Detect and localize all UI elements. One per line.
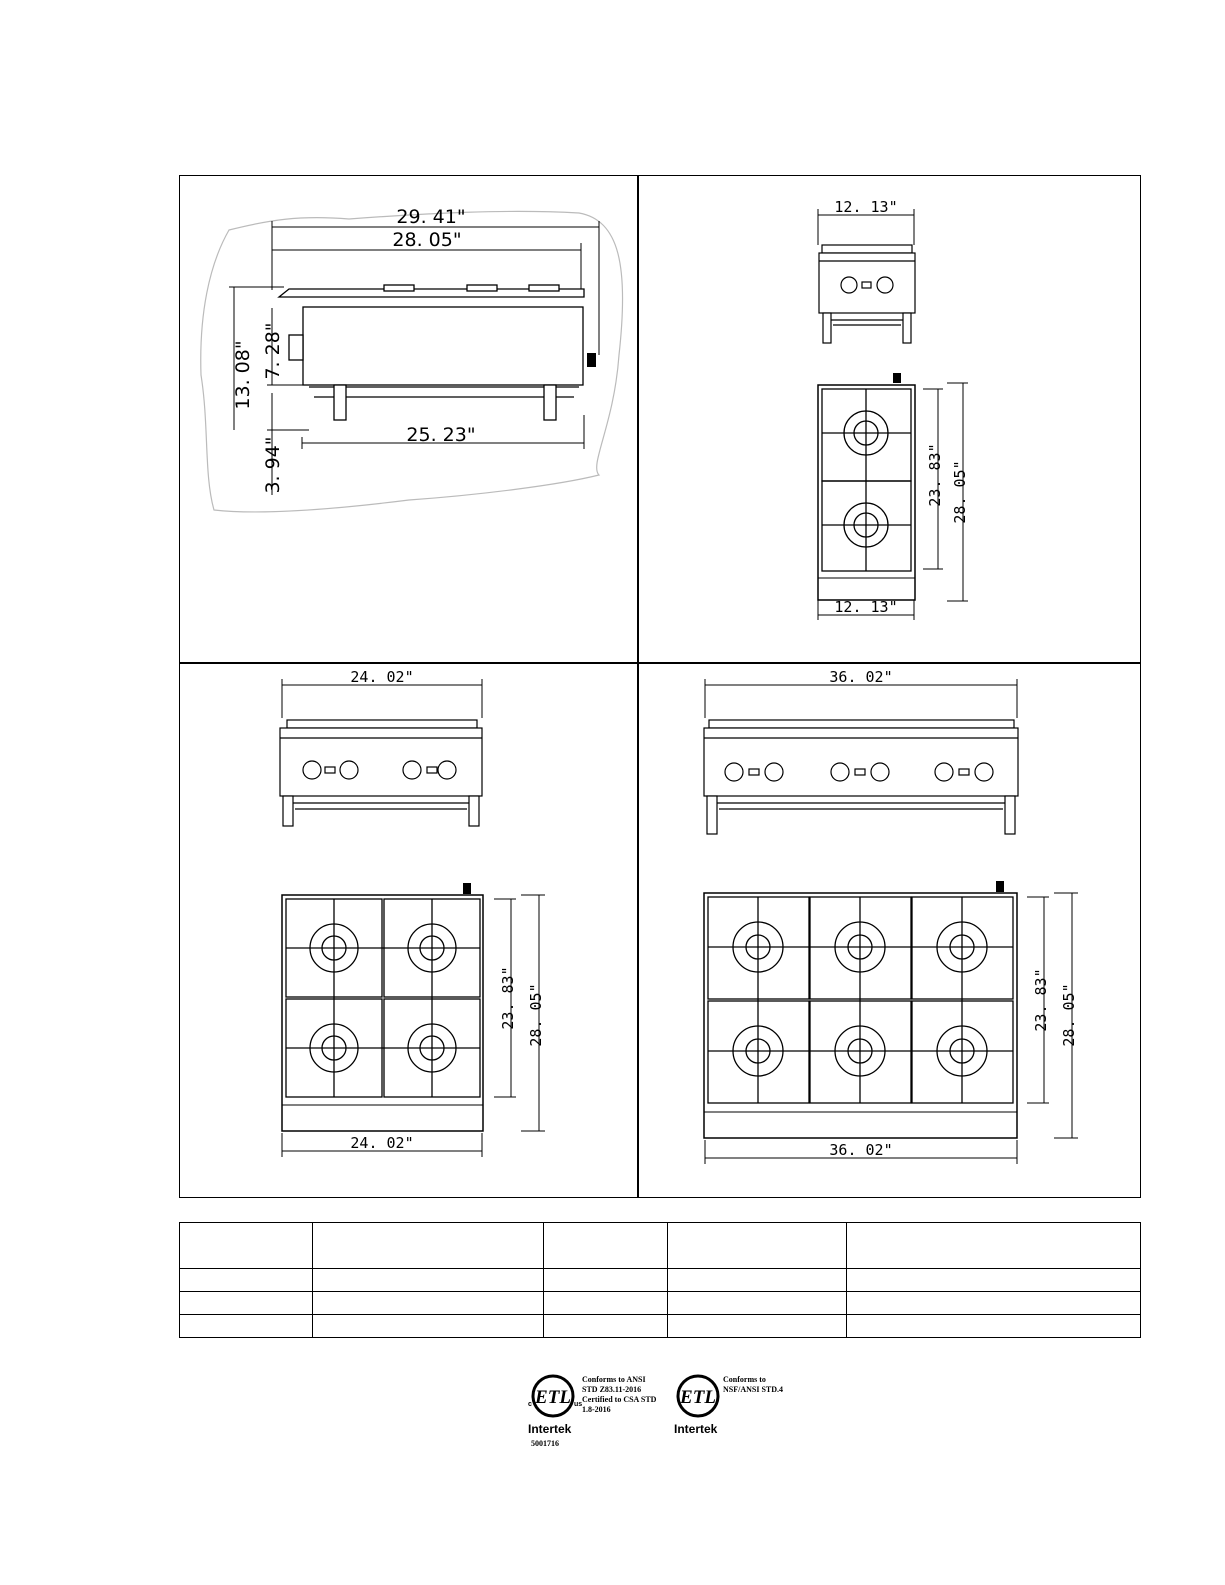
intertek-brand: Intertek — [674, 1422, 718, 1436]
table-cell — [668, 1292, 847, 1315]
four-burner-top-width: 24. 02" — [350, 1134, 414, 1152]
table-cell — [847, 1292, 1141, 1315]
panel-six-burner — [637, 663, 1141, 1198]
six-burner-front-view — [704, 720, 1018, 834]
intertek-brand: Intertek — [528, 1422, 572, 1436]
spec-table — [179, 1222, 1141, 1338]
table-header-cell — [668, 1223, 847, 1269]
table-cell — [668, 1315, 847, 1338]
dim-body-height: 7. 28" — [262, 322, 284, 380]
certification-right — [670, 1372, 840, 1472]
table-cell — [180, 1292, 313, 1315]
panel-side-view — [179, 175, 637, 662]
table-cell — [668, 1269, 847, 1292]
table-row — [180, 1315, 1141, 1338]
table-row — [180, 1269, 1141, 1292]
etl-c-mark: c — [528, 1401, 532, 1408]
table-cell — [180, 1315, 313, 1338]
four-burner-drawing — [179, 663, 637, 1198]
table-cell — [544, 1315, 668, 1338]
dim-top-length: 28. 05" — [392, 229, 462, 251]
two-burner-depth-overall: 28. 05" — [951, 460, 969, 524]
etl-listed-icon — [525, 1374, 585, 1424]
table-cell — [180, 1269, 313, 1292]
two-burner-drawing — [637, 175, 1141, 662]
two-burner-front-view — [819, 245, 915, 343]
two-burner-depth-inner: 23. 83" — [926, 443, 944, 507]
table-header-cell — [544, 1223, 668, 1269]
panel-two-burner — [637, 175, 1141, 662]
six-burner-depth-overall: 28. 05" — [1060, 983, 1078, 1047]
two-burner-top-view — [818, 373, 915, 600]
four-burner-depth-overall: 28. 05" — [527, 983, 545, 1047]
six-burner-top-view — [704, 881, 1017, 1138]
four-burner-front-view — [280, 720, 482, 826]
etl-listed-icon — [670, 1374, 730, 1424]
table-cell — [847, 1269, 1141, 1292]
two-burner-top-width: 12. 13" — [834, 598, 898, 616]
table-cell — [313, 1269, 544, 1292]
two-burner-front-width: 12. 13" — [834, 198, 898, 216]
table-header-cell — [847, 1223, 1141, 1269]
four-burner-front-width: 24. 02" — [350, 668, 414, 686]
table-cell — [544, 1269, 668, 1292]
six-burner-front-width: 36. 02" — [829, 668, 893, 686]
table-row — [180, 1292, 1141, 1315]
etl-mark-text: ETL — [680, 1387, 716, 1408]
table-header-cell — [313, 1223, 544, 1269]
dim-total-height: 13. 08" — [232, 340, 254, 410]
four-burner-depth-inner: 23. 83" — [499, 966, 517, 1030]
table-cell — [847, 1315, 1141, 1338]
cert-number: 5001716 — [531, 1439, 559, 1448]
cert-left-text: Conforms to ANSI STD Z83.11-2016 Certified to CSA STD 1.8-2016 — [582, 1375, 657, 1414]
table-cell — [544, 1292, 668, 1315]
cert-right-text: Conforms to NSF/ANSI STD.4 — [723, 1375, 784, 1394]
six-burner-drawing — [637, 663, 1141, 1198]
table-cell — [313, 1315, 544, 1338]
six-burner-top-width: 36. 02" — [829, 1141, 893, 1159]
dim-leg-span: 25. 23" — [406, 424, 476, 446]
dim-overall-length: 29. 41" — [396, 206, 466, 228]
table-cell — [313, 1292, 544, 1315]
etl-us-mark: us — [574, 1401, 583, 1408]
etl-mark-text: ETL — [535, 1387, 571, 1408]
four-burner-top-view — [282, 883, 483, 1131]
six-burner-depth-inner: 23. 83" — [1032, 968, 1050, 1032]
table-header-cell — [180, 1223, 313, 1269]
panel-four-burner — [179, 663, 637, 1198]
side-view-drawing — [179, 175, 637, 662]
dim-leg-height: 3. 94" — [262, 436, 284, 494]
table-header-row — [180, 1223, 1141, 1269]
